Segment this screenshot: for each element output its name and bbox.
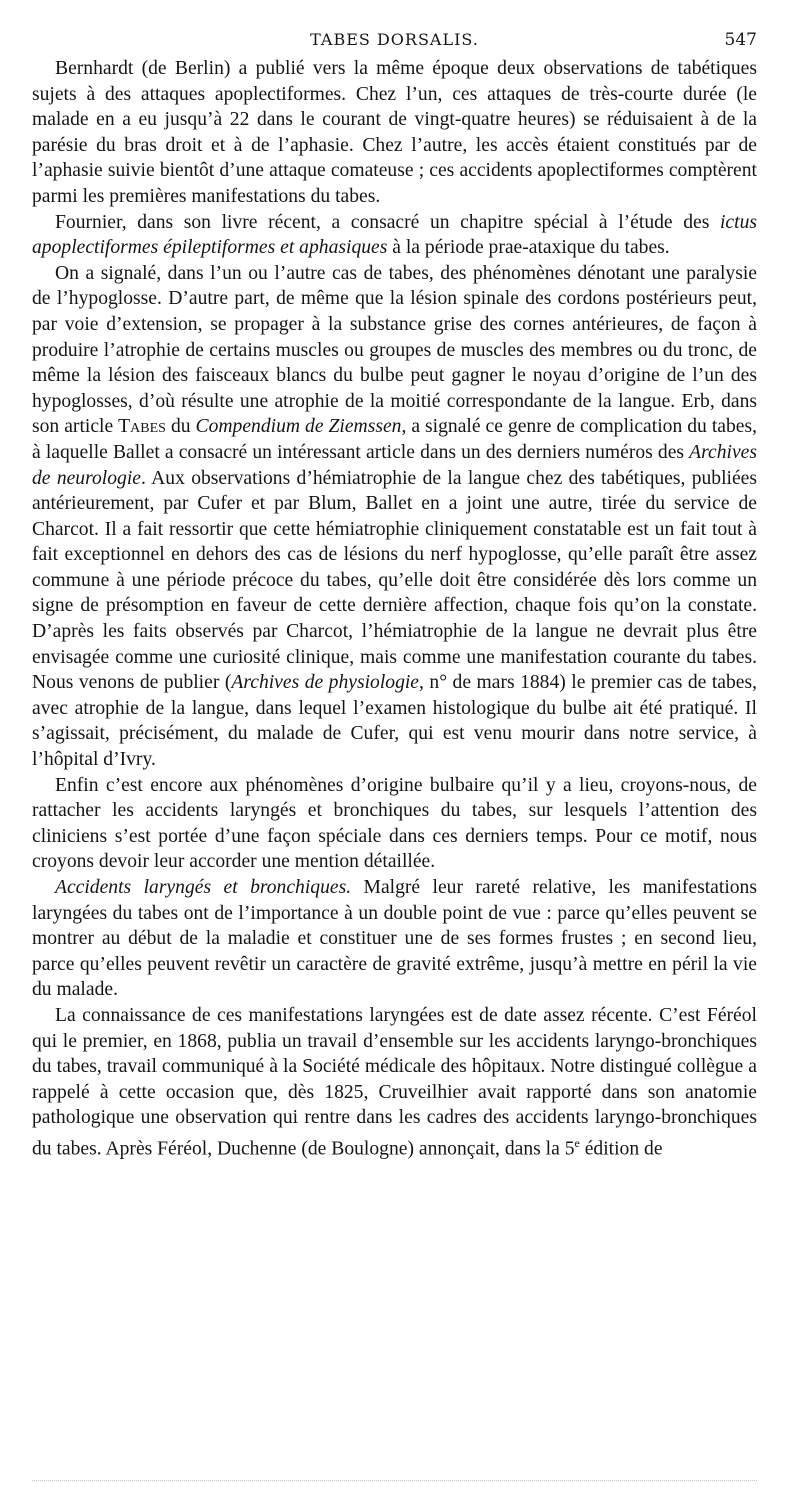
paragraph-text: , a signalé ce genre de complication du tabes, à laquelle Ballet a consacré un intéressant article dans un des derniers numéros des (32, 416, 757, 463)
paragraph-text: Malgré leur rareté relative, les manifestations laryngées du tabes ont de l’importance à un double point de vue : parce qu’elles peuvent se montrer au début de la maladie et constituer une de ses formes frustes ; en second lieu, parce qu’elles peuvent revêtir un caractère de gravité extrême, jusqu’à mettre en péril la vie du malade. (32, 877, 757, 1001)
book-page (32, 30, 757, 1162)
paragraph-text: On a signalé, dans l’un ou l’autre cas de tabes, des phénomènes dénotant une paralysie de l’hypoglosse. D’autre part, de même que la lésion spinale des cordons postérieurs peut, par voie d’extension, se propager à la substance grise des cornes antérieures, de façon à produire l’atrophie de certains muscles ou groupes de muscles des membres ou du tronc, de même la lésion des faisceaux blancs du bulbe peut gagner le noyau d’origine de l’un des hypoglosses, d’où résulte une atrophie de la moitié correspondante de la langue. Erb, dans son article (32, 262, 757, 438)
section-heading: Accidents laryngés et bronchiques. (55, 877, 352, 898)
paragraph-text: . Aux observations d’hémiatrophie de la langue chez des tabétiques, publiées antérieurement, par Cufer et par Blum, Ballet en a joint une autre, tirée du service de Charcot. Il a fait ressortir que cette hémiatrophie cliniquement constatable est un fait tout à fait exceptionnel en dehors des cas de lésions du nerf hypoglosse, qu’elle paraît être assez commune à une période précoce du tabes, qu’elle doit être considérée dès lors comme un signe de présomption en faveur de cette dernière affection, chaque fois qu’on la constate. D’après les faits observés par Charcot, l’hémiatrophie de la langue ne devrait plus être envisagée comme une curiosité clinique, mais comme une manifestation courante du tabes. Nous venons de publier ( (32, 467, 757, 694)
paragraph-hypoglosse (32, 261, 757, 773)
paragraph-text: Bernhardt (de Berlin) a publié vers la même époque deux observations de tabétiques sujets à des attaques apoplectiformes. Chez l’un, ces attaques de très-courte durée (le malade en a eu jusqu’à 22 dans le courant de vingt-quatre heures) se réduisaient à de la parésie du bras droit et à de l’aphasie. Chez l’autre, les accès étaient constitués par de l’aphasie suivie bientôt d’une attaque comateuse ; ces accidents apoplectiformes comptèrent parmi les premières manifestations du tabes. (32, 58, 757, 207)
running-title: TABES DORSALIS. (310, 30, 479, 49)
running-header (32, 30, 757, 56)
paragraph-fournier (32, 210, 757, 261)
edition-number: 5 (564, 1138, 575, 1160)
page-number: 547 (724, 30, 757, 50)
italic-title: Compendium de Ziemssen (195, 416, 402, 438)
paragraph-text: , n° de mars 1884) le premier cas de tabes, avec atrophie de la langue, dans lequel l’examen histologique du bulbe ait été pratiqué. Il s’agissait, précisément, du malade de Cufer, qui est venu mourir dans notre service, à l’hôpital d’Ivry. (32, 672, 757, 771)
paragraph-text: Enfin c’est encore aux phénomènes d’origine bulbaire qu’il y a lieu, croyons-nous, de rattacher les accidents laryngés et bronchiques du tabes, sur lesquels l’attention des cliniciens s’est portée d’une façon spéciale dans ces derniers temps. Pour ce motif, nous croyons devoir leur accorder une mention détaillée. (32, 774, 757, 873)
paragraph-accidents (32, 875, 757, 1003)
paragraph-bulbaire (32, 773, 757, 875)
paragraph-connaissance (32, 1003, 757, 1162)
body-text (32, 56, 757, 1162)
paragraph-text: La connaissance de ces manifestations laryngées est de date assez récente. C’est Féréol qui le premier, en 1868, publia un travail d’ensemble sur les accidents laryngo-bronchiques du tabes, travail communiqué à la Société médicale des hôpitaux. Notre distingué collègue a rappelé à cette occasion que, dès 1825, Cruveilhier avait rapporté dans son anatomie pathologique une observation qui rentre dans les cadres des accidents laryngo-bronchiques du tabes. Après Féréol, Duchenne (de Boulogne) annonçait, dans la (32, 1004, 757, 1160)
paragraph-text: du (165, 416, 196, 438)
italic-phrase: ictus apoplectiformes épileptiformes et aphasiques (32, 211, 757, 259)
footer-rule (32, 1480, 757, 1482)
italic-title: Archives de physiologie (231, 672, 420, 694)
paragraph-text: Fournier, dans son livre récent, a consacré un chapitre spécial à l’étude des (55, 211, 720, 233)
superscript: e (574, 1135, 580, 1150)
paragraph-bernhardt (32, 56, 757, 210)
paragraph-text: édition de (579, 1138, 663, 1160)
italic-title: Archives de neurologie (32, 441, 757, 489)
paragraph-text: à la période prae-ataxique du tabes. (387, 237, 670, 259)
small-caps-term: Tabes (118, 416, 166, 438)
